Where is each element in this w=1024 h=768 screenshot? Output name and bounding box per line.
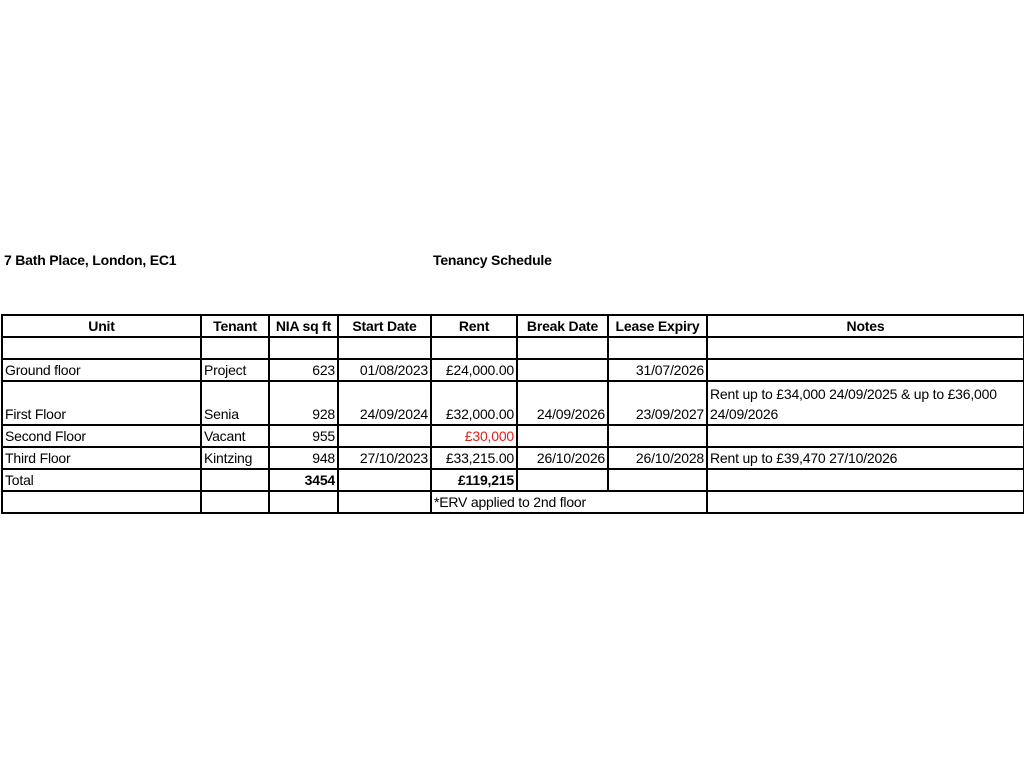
blank-cell bbox=[707, 469, 1024, 491]
property-address: 7 Bath Place, London, EC1 bbox=[4, 252, 177, 268]
column-header-nia: NIA sq ft bbox=[269, 315, 338, 337]
blank-cell bbox=[2, 491, 201, 513]
lease-expiry-cell bbox=[608, 425, 707, 447]
column-header-notes: Notes bbox=[707, 315, 1024, 337]
column-header-tenant: Tenant bbox=[201, 315, 269, 337]
rent-cell: £33,215.00 bbox=[431, 447, 517, 469]
nia-cell: 948 bbox=[269, 447, 338, 469]
column-header-unit: Unit bbox=[2, 315, 201, 337]
nia-cell: 955 bbox=[269, 425, 338, 447]
break-date-cell: 24/09/2026 bbox=[517, 381, 608, 425]
notes-cell bbox=[707, 425, 1024, 447]
column-header-break-date: Break Date bbox=[517, 315, 608, 337]
blank-cell bbox=[338, 337, 431, 359]
footnote-row bbox=[2, 491, 1024, 513]
unit-cell: Third Floor bbox=[2, 447, 201, 469]
break-date-cell bbox=[517, 425, 608, 447]
total-label-cell: Total bbox=[2, 469, 201, 491]
total-rent-cell: £119,215 bbox=[431, 469, 517, 491]
notes-cell: Rent up to £34,000 24/09/2025 & up to £36,000 24/09/2026 bbox=[707, 381, 1024, 425]
lease-expiry-cell: 31/07/2026 bbox=[608, 359, 707, 381]
tenant-cell: Vacant bbox=[201, 425, 269, 447]
header-row bbox=[2, 315, 1024, 337]
blank-row bbox=[2, 337, 1024, 359]
nia-cell: 623 bbox=[269, 359, 338, 381]
column-header-lease-expiry: Lease Expiry bbox=[608, 315, 707, 337]
tenancy-schedule-table bbox=[1, 314, 1024, 514]
blank-cell bbox=[431, 337, 517, 359]
blank-cell bbox=[338, 469, 431, 491]
table-row-first-floor bbox=[2, 381, 1024, 425]
unit-cell: Second Floor bbox=[2, 425, 201, 447]
document-title: Tenancy Schedule bbox=[433, 252, 552, 268]
start-date-cell: 01/08/2023 bbox=[338, 359, 431, 381]
blank-cell bbox=[608, 469, 707, 491]
blank-cell bbox=[201, 491, 269, 513]
notes-cell: Rent up to £39,470 27/10/2026 bbox=[707, 447, 1024, 469]
blank-cell bbox=[608, 337, 707, 359]
table-row-third-floor bbox=[2, 447, 1024, 469]
rent-cell: £24,000.00 bbox=[431, 359, 517, 381]
unit-cell: First Floor bbox=[2, 381, 201, 425]
start-date-cell: 27/10/2023 bbox=[338, 447, 431, 469]
rent-cell: £32,000.00 bbox=[431, 381, 517, 425]
erv-rent-cell: £30,000 bbox=[431, 425, 517, 447]
lease-expiry-cell: 26/10/2028 bbox=[608, 447, 707, 469]
blank-cell bbox=[517, 337, 608, 359]
erv-footnote: *ERV applied to 2nd floor bbox=[431, 491, 707, 513]
total-row bbox=[2, 469, 1024, 491]
start-date-cell bbox=[338, 425, 431, 447]
blank-cell bbox=[269, 337, 338, 359]
column-header-rent: Rent bbox=[431, 315, 517, 337]
unit-cell: Ground floor bbox=[2, 359, 201, 381]
blank-cell bbox=[269, 491, 338, 513]
blank-cell bbox=[338, 491, 431, 513]
blank-cell bbox=[201, 337, 269, 359]
blank-cell bbox=[517, 469, 608, 491]
lease-expiry-cell: 23/09/2027 bbox=[608, 381, 707, 425]
blank-cell bbox=[201, 469, 269, 491]
table-row-ground-floor bbox=[2, 359, 1024, 381]
tenant-cell: Senia bbox=[201, 381, 269, 425]
column-header-start-date: Start Date bbox=[338, 315, 431, 337]
start-date-cell: 24/09/2024 bbox=[338, 381, 431, 425]
notes-cell bbox=[707, 359, 1024, 381]
blank-cell bbox=[707, 491, 1024, 513]
tenant-cell: Kintzing bbox=[201, 447, 269, 469]
blank-cell bbox=[707, 337, 1024, 359]
break-date-cell bbox=[517, 359, 608, 381]
tenant-cell: Project bbox=[201, 359, 269, 381]
break-date-cell: 26/10/2026 bbox=[517, 447, 608, 469]
blank-cell bbox=[2, 337, 201, 359]
table-row-second-floor bbox=[2, 425, 1024, 447]
total-nia-cell: 3454 bbox=[269, 469, 338, 491]
nia-cell: 928 bbox=[269, 381, 338, 425]
